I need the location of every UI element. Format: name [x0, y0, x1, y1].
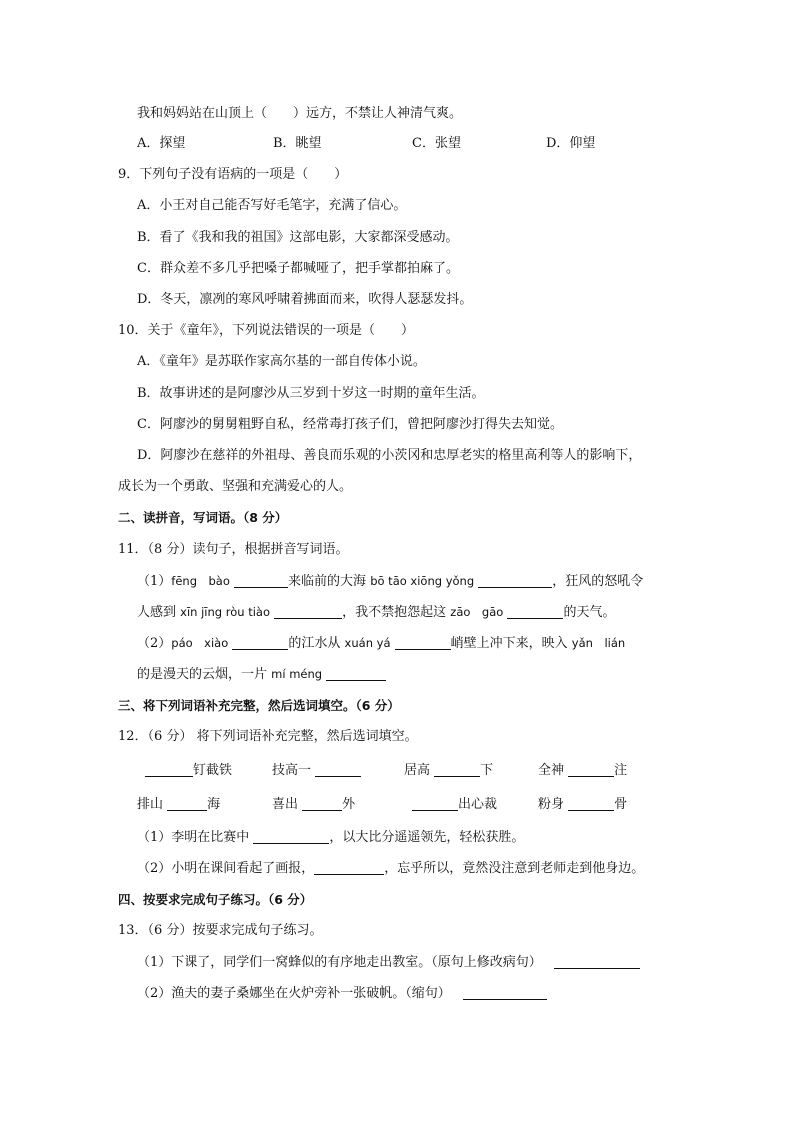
q11-text: 峭壁上冲下来，映入: [450, 636, 568, 651]
answer-blank[interactable]: [434, 762, 480, 777]
pinyin-xuanya: xuán yá: [344, 636, 391, 650]
q10-option-d: D．阿廖沙在慈祥的外祖母、善良而乐观的小茨冈和忠厚老实的格里高利等人的影响下，: [137, 448, 642, 463]
q10-stem: 10．关于《童年》，下列说法错误的一项是（ ）: [118, 323, 415, 338]
q12-sentence-2: [137, 860, 644, 878]
word-text: 排山: [137, 797, 164, 812]
answer-blank[interactable]: [232, 635, 288, 650]
q12-word-7: [412, 796, 497, 814]
word-text: 居高: [404, 763, 431, 778]
answer-blank[interactable]: [568, 762, 614, 777]
answer-blank[interactable]: [314, 860, 384, 875]
answer-blank[interactable]: [554, 954, 640, 969]
pinyin-xinjingroutiao: xīn jīng ròu tiào: [180, 605, 270, 619]
q12-sentence-1: [137, 829, 524, 847]
q11-line-1: [137, 572, 643, 591]
q12-text: ，忘乎所以，竟然没注意到老师走到他身边。: [384, 861, 645, 876]
q10-option-d-cont: 成长为一个勇敢、坚强和充满爱心的人。: [118, 479, 353, 494]
q9-option-a: A．小王对自己能否写好毛笔字，充满了信心。: [137, 198, 407, 213]
answer-blank[interactable]: [326, 666, 386, 681]
word-text: 钉截铁: [193, 763, 233, 778]
q12-text: ，以大比分遥遥领先，轻松获胜。: [329, 830, 525, 845]
q8-option-b: B．眺望: [273, 136, 322, 151]
q11-p1-label: （1）: [137, 574, 172, 589]
pinyin-yanlian: yǎn lián: [571, 636, 626, 650]
q12-word-1: [145, 762, 232, 780]
q11-text: 的天气。: [563, 605, 616, 620]
answer-blank[interactable]: [274, 604, 342, 619]
answer-blank[interactable]: [463, 985, 547, 1000]
q13-sentence-2: [137, 985, 547, 1003]
q11-line-2: [137, 603, 615, 622]
section-2-heading: 二、读拼音，写词语。（8 分）: [118, 510, 288, 525]
word-text: 下: [480, 763, 494, 778]
section-3-heading: 三、将下列词语补充完整，然后选词填空。（6 分）: [118, 698, 400, 713]
q11-p2-label: （2）: [137, 636, 172, 651]
answer-blank[interactable]: [507, 604, 563, 619]
answer-blank[interactable]: [568, 796, 614, 811]
q12-word-3: [404, 762, 493, 780]
q11-text: 来临前的大海: [288, 574, 367, 589]
q8-option-d: D．仰望: [546, 136, 596, 151]
word-text: 技高一: [272, 763, 312, 778]
pinyin-mimeng: mí méng: [271, 667, 323, 681]
q9-option-c: C．群众差不多几乎把嗓子都喊哑了，把手掌都拍麻了。: [137, 261, 459, 276]
word-text: 喜出: [272, 797, 299, 812]
answer-blank[interactable]: [167, 796, 207, 811]
q11-stem: 11．（8 分）读句子，根据拼音写词语。: [118, 542, 349, 557]
q13-text: （2）渔夫的妻子桑娜坐在火炉旁补一张破帆。（缩句）: [137, 986, 451, 1001]
q8-option-c: C．张望: [412, 136, 461, 151]
section-4-heading: 四、按要求完成句子练习。（6 分）: [118, 892, 313, 907]
q9-option-d: D．冬天，凛冽的寒风呼啸着拂面而来，吹得人瑟瑟发抖。: [137, 292, 473, 307]
q11-text: ，狂风的怒吼令: [552, 574, 644, 589]
q12-stem: 12．（6 分） 将下列词语补充完整，然后选词填空。: [118, 729, 418, 744]
pinyin-paoxiao: páo xiào: [171, 636, 229, 650]
answer-blank[interactable]: [302, 796, 342, 811]
q12-word-2: [272, 762, 361, 780]
word-text: 海: [207, 797, 221, 812]
pinyin-zaogao: zāo gāo: [450, 605, 504, 619]
word-text: 骨: [614, 797, 628, 812]
q13-stem: 13．（6 分）按要求完成句子练习。: [118, 923, 323, 938]
q11-text: 的是漫天的云烟，一片: [137, 667, 268, 682]
q10-option-b: B．故事讲述的是阿廖沙从三岁到十岁这一时期的童年生活。: [137, 386, 485, 401]
word-text: 粉身: [538, 797, 565, 812]
word-text: 出心裁: [458, 797, 498, 812]
q11-text: ，我不禁抱怨起这: [342, 605, 447, 620]
q11-line-3: [137, 634, 625, 653]
answer-blank[interactable]: [395, 635, 451, 650]
pinyin-botaoxiongyong: bō tāo xiōng yǒng: [370, 574, 475, 588]
q13-sentence-1: [137, 954, 640, 972]
q12-text: （1）李明在比赛中: [137, 830, 250, 845]
word-text: 全神: [538, 763, 565, 778]
word-text: 注: [614, 763, 628, 778]
q10-option-c: C．阿廖沙的舅舅粗野自私，经常毒打孩子们，曾把阿廖沙打得失去知觉。: [137, 417, 563, 432]
q8-option-a: A．探望: [137, 136, 186, 151]
answer-blank[interactable]: [478, 573, 552, 588]
q12-word-8: [538, 796, 627, 814]
answer-blank[interactable]: [253, 829, 329, 844]
word-text: 外: [342, 797, 356, 812]
q12-text: （2）小明在课间看起了画报，: [137, 861, 315, 876]
q12-word-5: [137, 796, 220, 814]
q9-option-b: B．看了《我和我的祖国》这部电影，大家都深受感动。: [137, 230, 459, 245]
q12-word-6: [272, 796, 355, 814]
answer-blank[interactable]: [234, 573, 288, 588]
q13-text: （1）下课了，同学们一窝蜂似的有序地走出教室。（原句上修改病句）: [137, 955, 542, 970]
answer-blank[interactable]: [315, 762, 361, 777]
q10-option-a: A．《童年》是苏联作家高尔基的一部自传体小说。: [137, 354, 426, 369]
pinyin-fengbao: fēng bào: [171, 574, 230, 588]
q8-stem: 我和妈妈站在山顶上（ ）远方，不禁让人神清气爽。: [137, 106, 463, 121]
q9-stem: 9．下列句子没有语病的一项是（ ）: [118, 167, 348, 182]
answer-blank[interactable]: [145, 762, 193, 777]
q11-line-4: [137, 665, 386, 684]
q12-word-4: [538, 762, 627, 780]
answer-blank[interactable]: [412, 796, 458, 811]
q11-text: 人感到: [137, 605, 177, 620]
q11-text: 的江水从: [288, 636, 341, 651]
